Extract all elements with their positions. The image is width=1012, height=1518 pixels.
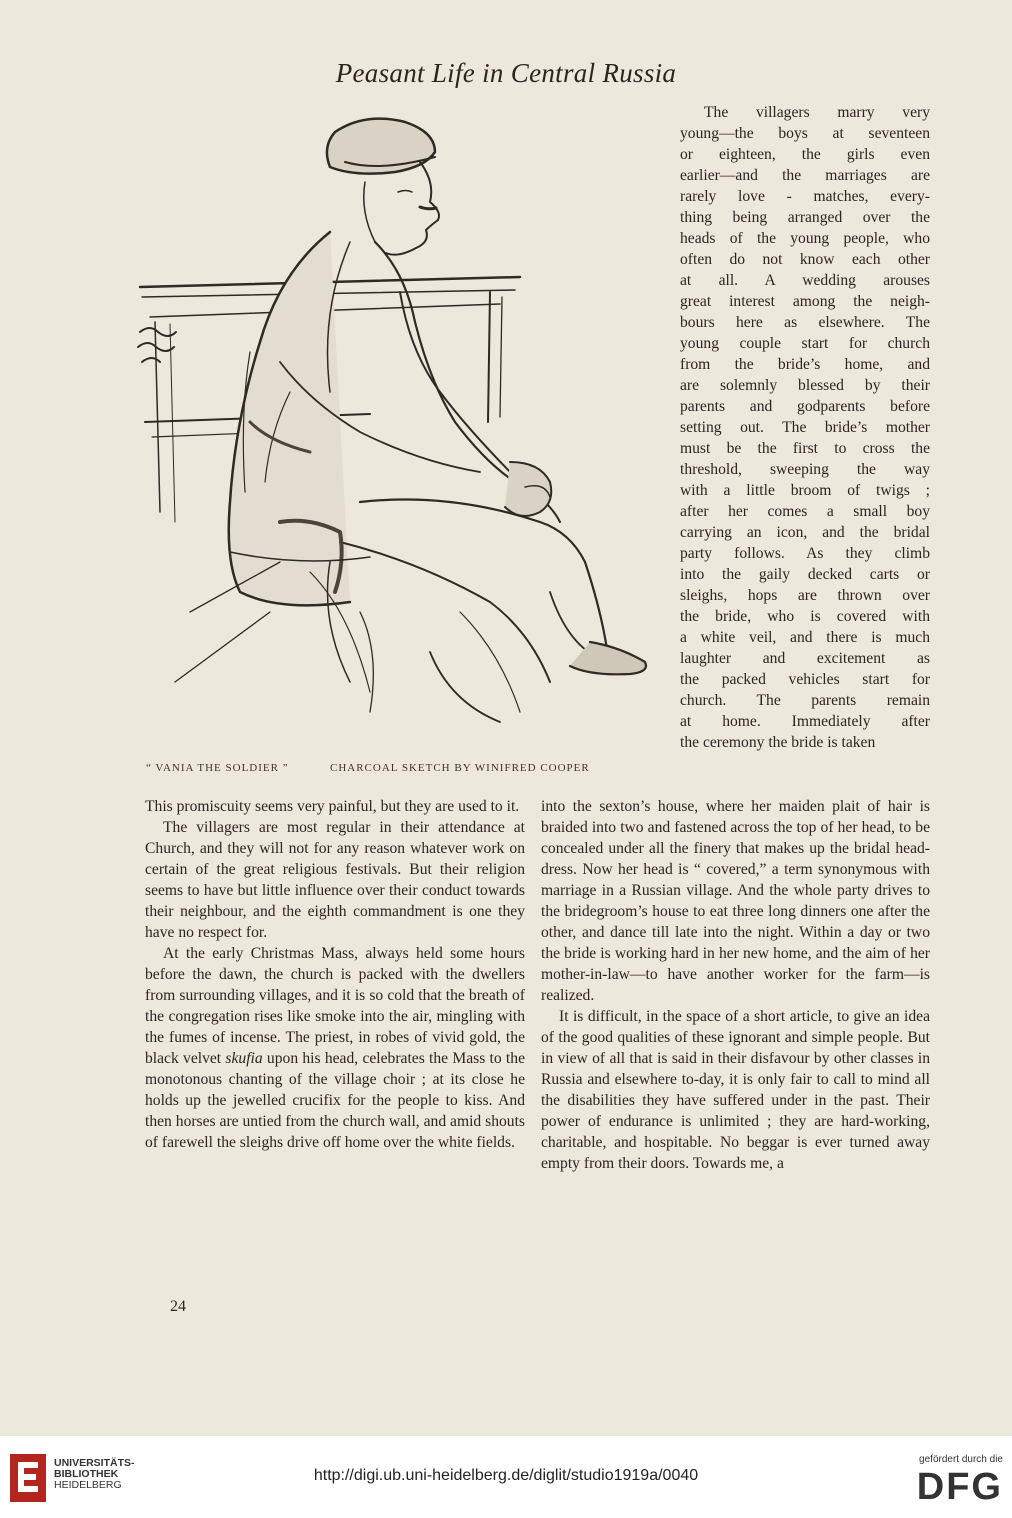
illustration-caption-title: “ VANIA THE SOLDIER ” (146, 762, 289, 774)
paragraph: This promiscuity seems very painful, but they are used to it. (145, 798, 520, 815)
illustration-caption-credit: CHARCOAL SKETCH BY WINIFRED COOPER (330, 762, 590, 774)
right-text-column (541, 796, 930, 1174)
text-line: setting out. The bride’s mother (680, 419, 930, 436)
text-line: church. The parents remain (680, 692, 930, 709)
text-line: into the gaily decked carts or (680, 566, 930, 583)
text-line: from the bride’s home, and (680, 356, 930, 373)
text-line: young—the boys at seventeen (680, 125, 930, 142)
funded-by-label: gefördert durch die (919, 1454, 1003, 1465)
text-line: the bride, who is covered with (680, 608, 930, 625)
text-line: often do not know each other (680, 251, 930, 268)
text-line: laughter and excitement as (680, 650, 930, 667)
paragraph: It is difficult, in the space of a short article, to give an idea of the good qualities of these ignorant and simple people. But in view of all that is said in their disfavour by other classes in Russia and elsewhere to-day, it is only fair to call to mind all the disabilities they have suffered under in the past. Their power of endurance is unlimited ; they are hard-working, charitable, and hospitable. No beggar is ever turned away empty from their doors. Towards me, a (541, 1008, 930, 1172)
text-line: great interest among the neigh- (680, 293, 930, 310)
narrow-text-column (680, 102, 930, 753)
text-line: The villagers marry very (704, 104, 930, 121)
dfg-logo: DFG (916, 1466, 1003, 1508)
text-line: with a little broom of twigs ; (680, 482, 930, 499)
text-line: thing being arranged over the (680, 209, 930, 226)
page-url[interactable]: http://digi.ub.uni-heidelberg.de/diglit/studio1919a/0040 (313, 1467, 699, 1484)
page-title: Peasant Life in Central Russia (335, 58, 677, 88)
text-line: rarely love - matches, every- (680, 188, 930, 205)
text-line: are solemnly blessed by their (680, 377, 930, 394)
text-line: young couple start for church (680, 335, 930, 352)
text-line: party follows. As they climb (680, 545, 930, 562)
text-line: at all. A wedding arouses (680, 272, 930, 289)
soldier-sketch (130, 92, 680, 742)
text-line: threshold, sweeping the way (680, 461, 930, 478)
library-name: UNIVERSITÄTS- BIBLIOTHEK HEIDELBERG (54, 1457, 135, 1491)
paragraph: At the early Christmas Mass, always held some hours before the dawn, the church is packed with the dwellers from surrounding villages, and it is so cold that the breath of the congregation rises like smoke into the air, mingling with the fumes of incense. The priest, in robes of vivid gold, the black velvet skufia upon his head, celebrates the Mass to the monotonous chanting of the village choir ; at its close he holds up the jewelled crucifix for the people to kiss. And then horses are untied from the church wall, and amid shouts of farewell the sleighs drive off home over the white fields. (145, 945, 525, 1151)
text-line: bours here as elsewhere. The (680, 314, 930, 331)
text-line: the packed vehicles start for (680, 671, 930, 688)
text-line: a white veil, and there is much (680, 629, 930, 646)
text-line: earlier—and the marriages are (680, 167, 930, 184)
left-text-column (145, 796, 525, 1153)
paragraph: into the sexton’s house, where her maiden plait of hair is braided into two and fastened across the top of her head, to be concealed under all the finery that makes up the bridal head-dress. Now her head is “ covered,” a term synonymous with marriage in a Russian village. And the whole party drives to the bridegroom’s house to eat three long dinners one after the other, and dance till late into the night. Within a day or two the bride is working hard in her new home, and the aim of her mother-in-law—to have another worker for the farm—is realized. (541, 798, 930, 1004)
text-line: at home. Immediately after (680, 713, 930, 730)
page-number: 24 (170, 1298, 186, 1315)
text-line: or eighteen, the girls even (680, 146, 930, 163)
paragraph: The villagers are most regular in their attendance at Church, and they will not for any reason whatever work on certain of the great religious festivals. But their religion seems to have but little influence over their conduct towards their neighbour, and the eighth commandment is one they have no respect for. (145, 819, 525, 941)
text-line: heads of the young people, who (680, 230, 930, 247)
text-line: parents and godparents before (680, 398, 930, 415)
text-line: sleighs, hops are thrown over (680, 587, 930, 604)
text-line: must be the first to cross the (680, 440, 930, 457)
text-line: carrying an icon, and the bridal (680, 524, 930, 541)
text-line: the ceremony the bride is taken (680, 734, 876, 751)
text-line: after her comes a small boy (680, 503, 930, 520)
